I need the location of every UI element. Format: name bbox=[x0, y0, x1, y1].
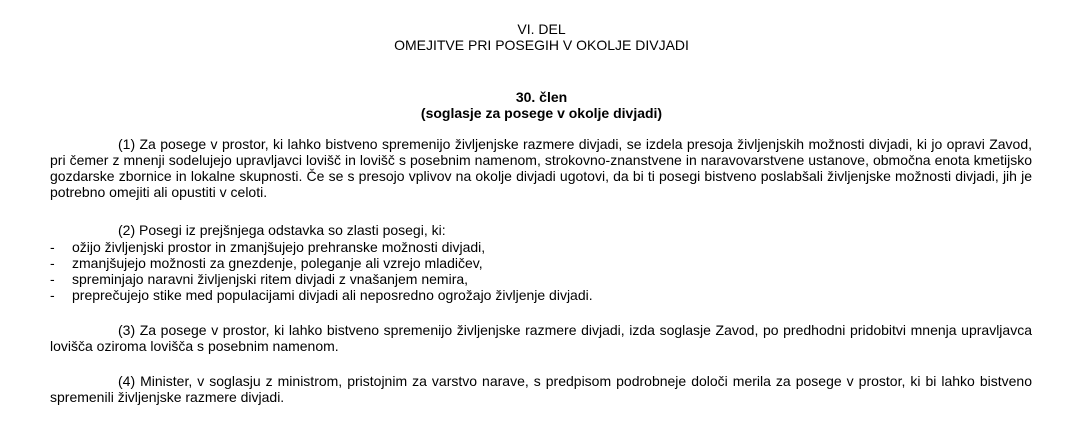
article-title: (soglasje za posege v okolje divjadi) bbox=[420, 105, 663, 121]
bullet-list bbox=[50, 239, 593, 303]
paragraph-3-text: (3) Za posege v prostor, ki lahko bistveno spremenijo življenjske razmere divjadi, izda soglasje Zavod, po predhodni pridobitvi mnenja upravljavca lovišča oziroma lovišča s posebnim namenom. bbox=[50, 322, 1032, 354]
list-item-text: zmanjšujejo možnosti za gnezdenje, poleganje ali vzrejo mladičev, bbox=[72, 255, 483, 271]
paragraph-2-text: (2) Posegi iz prejšnjega odstavka so zlasti posegi, ki: bbox=[118, 222, 446, 238]
list-item-text: preprečujejo stike med populacijami divjadi ali neposredno ogrožajo življenje divjadi. bbox=[72, 287, 593, 303]
list-item bbox=[50, 287, 593, 303]
bullet-dash: - bbox=[50, 255, 55, 271]
list-item bbox=[50, 239, 593, 255]
bullet-dash: - bbox=[50, 271, 55, 287]
list-item bbox=[50, 255, 593, 271]
list-item-text: ožijo življenjski prostor in zmanjšujejo prehranske možnosti divjadi, bbox=[72, 239, 486, 255]
paragraph-1 bbox=[50, 136, 1032, 200]
bullet-dash: - bbox=[50, 287, 55, 303]
part-heading bbox=[0, 21, 1083, 53]
paragraph-1-text: (1) Za posege v prostor, ki lahko bistveno spremenijo življenjske razmere divjadi, se izdela presoja življenjskih možnosti divjadi, ki jo opravi Zavod, pri čemer z mnenji sodelujejo upravljavci lovišč in lovišč s posebnim namenom, strokovno-znanstvene in naravovarstvene ustanove, območna enota kmetijsko gozdarske zbornice in lokalne skupnosti. Če se s presojo vplivov na okolje divjadi ugotovi, da bi ti posegi bistveno poslabšali življenjske možnosti divjadi, jih je potrebno omejiti ali opustiti v celoti. bbox=[50, 136, 1032, 200]
paragraph-2 bbox=[50, 222, 1032, 238]
article-heading bbox=[0, 89, 1083, 121]
article-number: 30. člen bbox=[515, 89, 568, 105]
part-title: OMEJITVE PRI POSEGIH V OKOLJE DIVJADI bbox=[394, 37, 689, 53]
paragraph-4 bbox=[50, 373, 1032, 405]
list-item-text: spreminjajo naravni življenjski ritem divjadi z vnašanjem nemira, bbox=[72, 271, 469, 287]
part-number: VI. DEL bbox=[517, 21, 566, 37]
paragraph-3 bbox=[50, 322, 1032, 354]
paragraph-4-text: (4) Minister, v soglasju z ministrom, pristojnim za varstvo narave, s predpisom podrobneje določi merila za posege v prostor, ki bi lahko bistveno spremenili življenjske razmere divjadi. bbox=[50, 373, 1032, 405]
list-item bbox=[50, 271, 593, 287]
bullet-dash: - bbox=[50, 239, 55, 255]
